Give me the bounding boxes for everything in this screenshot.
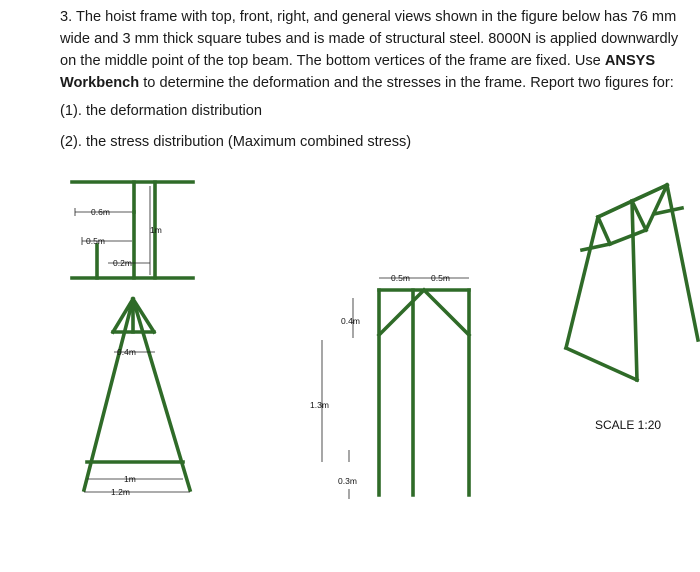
top-dim-0-2: 0.2m xyxy=(113,258,132,268)
top-view xyxy=(72,182,193,278)
side-dim-0-4: 0.4m xyxy=(341,316,360,326)
task-item-stress: (2). the stress distribution (Maximum combined stress) xyxy=(60,134,412,150)
front-view xyxy=(84,299,190,497)
side-dim-right-0-5: 0.5m xyxy=(431,273,450,283)
intro-text-end: to determine the deformation and the stresses in the frame. Report two figures for: xyxy=(139,75,674,91)
side-dim-1-3: 1.3m xyxy=(310,400,329,410)
side-view xyxy=(310,273,469,499)
side-dim-left-0-5: 0.5m xyxy=(391,273,410,283)
general-isometric-view xyxy=(566,185,698,380)
side-dim-0-3: 0.3m xyxy=(338,476,357,486)
intro-text-start: 3. The hoist frame with top, front, right, and general views shown in the figure below has 76 mm wide and 3 mm thick square tubes and is made of structural steel. 8000N is applied downwardly on the middle point of the top beam. The bottom vertices of the frame are fixed. Use xyxy=(60,9,679,69)
front-dim-0-4: 0.4m xyxy=(117,347,136,357)
front-dim-1m: 1m xyxy=(124,474,136,484)
ansys-workbench-bold: ANSYS Workbench xyxy=(60,53,656,91)
task-item-deformation: (1). the deformation distribution xyxy=(60,103,262,119)
scale-label: SCALE 1:20 xyxy=(595,418,662,432)
top-dim-1m: 1m xyxy=(150,225,162,235)
top-dim-0-6: 0.6m xyxy=(91,207,110,217)
front-dim-1-2: 1.2m xyxy=(111,487,130,497)
top-dim-0-5: 0.5m xyxy=(86,236,105,246)
